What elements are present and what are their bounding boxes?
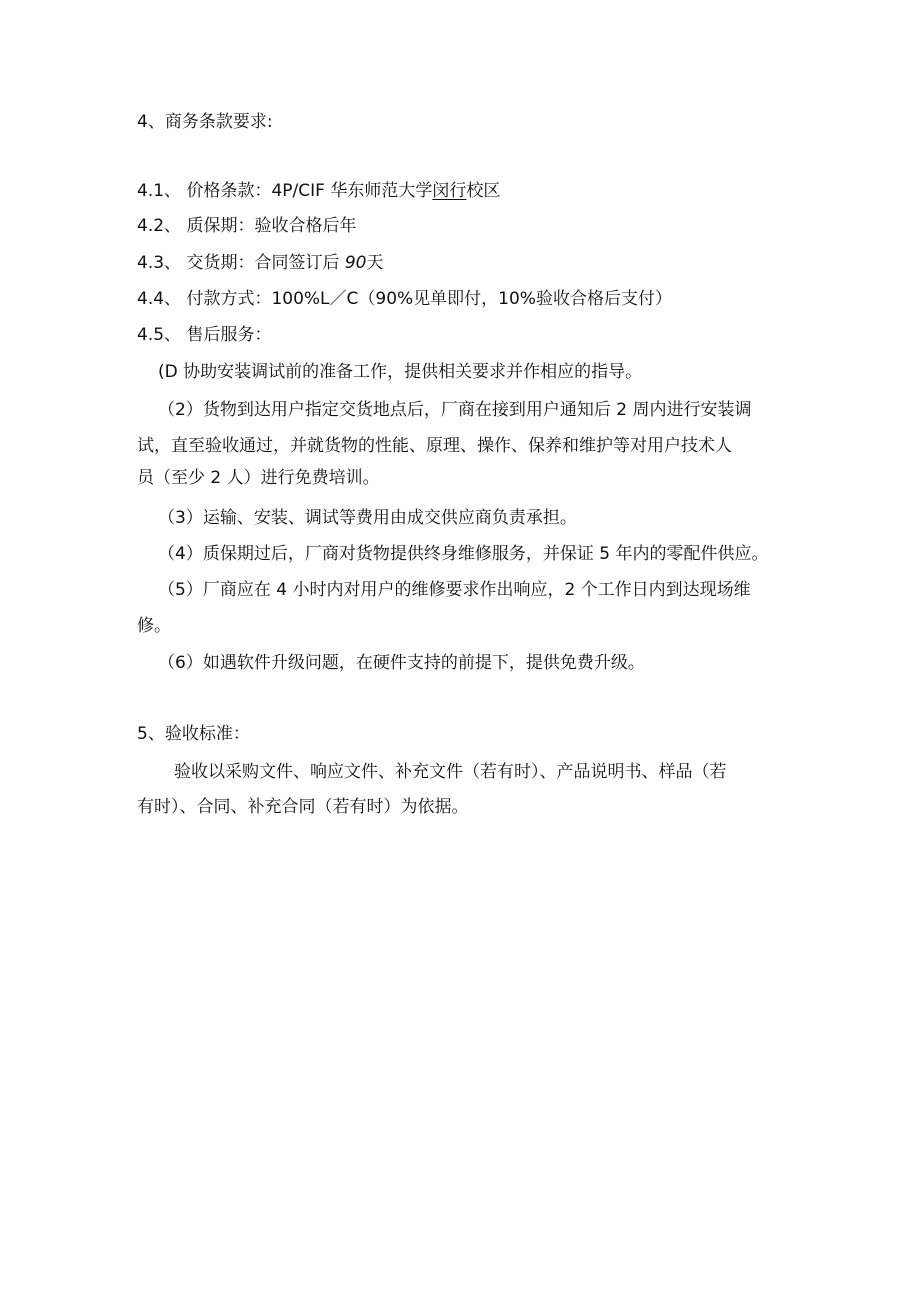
clause-number: 4.3、: [137, 253, 182, 273]
acceptance-line-2: 有时）、合同、补充合同（若有时）为依据。: [137, 797, 469, 817]
acceptance-line-1: 验收以采购文件、响应文件、补充文件（若有时）、产品说明书、样品（若: [174, 762, 727, 782]
price-terms-text: 价格条款：4P/CIF 华东师范大学: [186, 181, 433, 201]
clause-number: 4.5、: [137, 325, 182, 345]
clause-number: 4.4、: [137, 289, 182, 309]
clause-number: 4.2、: [137, 216, 182, 236]
section-4-heading: 4、商务条款要求:: [137, 112, 273, 132]
delivery-text-end: 天: [366, 253, 384, 273]
service-item-1: (D 协助安装调试前的准备工作，提供相关要求并作相应的指导。: [158, 362, 643, 382]
section-5-heading: 5、验收标准：: [137, 724, 250, 744]
service-item-3: （3）运输、安装、调试等费用由成交供应商负责承担。: [158, 508, 577, 528]
service-item-5-line-1: （5）厂商应在 4 小时内对用户的维修要求作出响应，2 个工作日内到达现场维: [158, 580, 751, 600]
warranty-line: [137, 214, 356, 238]
after-sales-title: 售后服务：: [186, 325, 272, 345]
service-item-4: （4）质保期过后，厂商对货物提供终身维修服务，并保证 5 年内的零配件供应。: [158, 544, 769, 564]
payment-line: [137, 287, 672, 311]
delivery-text: 交货期：合同签订后: [186, 253, 345, 273]
service-item-2-line-3: 员（至少 2 人）进行免费培训。: [137, 468, 380, 488]
delivery-line: [137, 251, 384, 275]
service-item-2-line-2: 试，直至验收通过，并就货物的性能、原理、操作、保养和维护等对用户技术人: [137, 436, 732, 456]
price-terms-text-end: 校区: [466, 181, 501, 201]
service-item-2-line-1: （2）货物到达用户指定交货地点后，厂商在接到用户通知后 2 周内进行安装调: [158, 400, 752, 420]
service-item-5-line-2: 修。: [137, 616, 171, 636]
payment-text: 付款方式：100%L／C（90%见单即付，10%验收合格后支付）: [186, 289, 672, 309]
service-item-6: （6）如遇软件升级问题，在硬件支持的前提下，提供免费升级。: [158, 653, 645, 673]
clause-number: 4.1、: [137, 181, 182, 201]
price-terms-line: [137, 179, 500, 203]
delivery-days: 90: [344, 253, 367, 273]
warranty-text: 质保期：验收合格后年: [186, 216, 357, 236]
after-sales-heading: [137, 323, 271, 347]
campus-underlined: 闵行: [432, 181, 467, 201]
